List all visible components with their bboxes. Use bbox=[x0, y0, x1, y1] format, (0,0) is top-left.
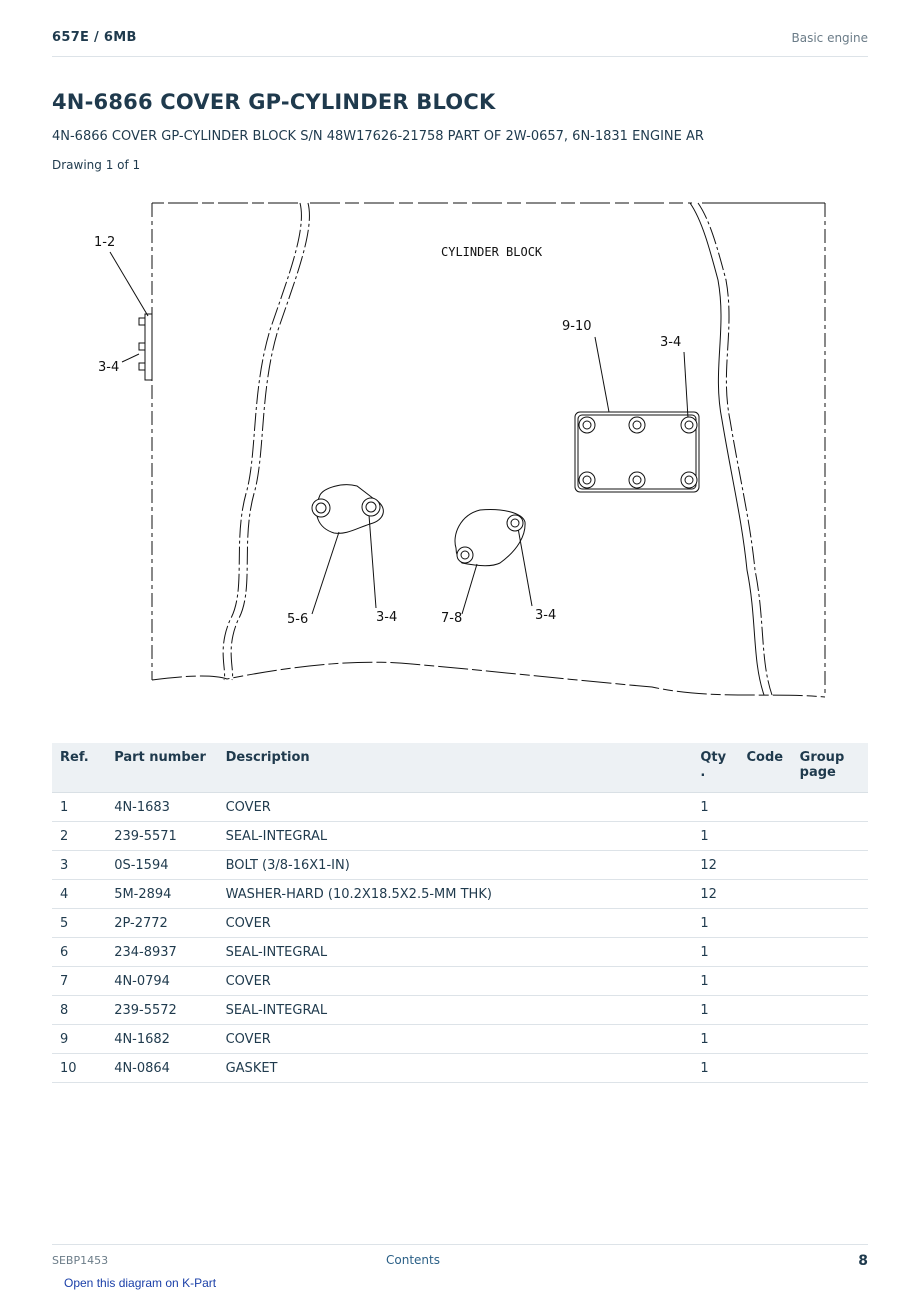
drawing-count: Drawing 1 of 1 bbox=[52, 158, 141, 172]
cylinder-block-label: CYLINDER BLOCK bbox=[441, 245, 543, 259]
table-row: 5 2P-2772 COVER 1 bbox=[52, 909, 868, 938]
table-header-row bbox=[52, 743, 868, 793]
callout-3-4-rect: 3-4 bbox=[660, 335, 682, 350]
table-row: 3 0S-1594 BOLT (3/8-16X1-IN) 12 bbox=[52, 851, 868, 880]
left-break-line-inner bbox=[231, 203, 309, 680]
table-row: 9 4N-1682 COVER 1 bbox=[52, 1025, 868, 1054]
contents-link[interactable]: Contents bbox=[386, 1253, 440, 1267]
callout-9-10: 9-10 bbox=[562, 319, 592, 334]
col-group-page: Group page bbox=[792, 743, 868, 793]
side-bolt-3 bbox=[139, 363, 145, 370]
leader-5-6 bbox=[312, 532, 339, 614]
page-title: 4N-6866 COVER GP-CYLINDER BLOCK bbox=[52, 90, 496, 114]
side-bolt-1 bbox=[139, 318, 145, 325]
leader-1-2 bbox=[110, 252, 148, 316]
callout-3-4-left: 3-4 bbox=[98, 360, 120, 375]
col-code: Code bbox=[738, 743, 791, 793]
col-description: Description bbox=[218, 743, 693, 793]
table-row: 4 5M-2894 WASHER-HARD (10.2X18.5X2.5-MM THK) 12 bbox=[52, 880, 868, 909]
side-bolt-2 bbox=[139, 343, 145, 350]
col-part-number: Part number bbox=[106, 743, 217, 793]
right-break-line-inner bbox=[698, 203, 772, 695]
section-label: Basic engine bbox=[791, 31, 868, 45]
parts-diagram bbox=[52, 190, 868, 710]
table-row: 2 239-5571 SEAL-INTEGRAL 1 bbox=[52, 822, 868, 851]
model-label: 657E / 6MB bbox=[52, 30, 137, 45]
document-number: SEBP1453 bbox=[52, 1254, 109, 1267]
callout-7-8: 7-8 bbox=[441, 611, 463, 626]
left-break-line-outer bbox=[223, 203, 301, 680]
page-footer bbox=[52, 1244, 868, 1275]
page-subtitle: 4N-6866 COVER GP-CYLINDER BLOCK S/N 48W17626-21758 PART OF 2W-0657, 6N-1831 ENGINE AR bbox=[52, 129, 704, 144]
table-row: 6 234-8937 SEAL-INTEGRAL 1 bbox=[52, 938, 868, 967]
leader-7-8 bbox=[462, 564, 477, 614]
table-row: 8 239-5572 SEAL-INTEGRAL 1 bbox=[52, 996, 868, 1025]
leader-3-4-oval bbox=[369, 515, 376, 608]
callout-3-4-oval: 3-4 bbox=[376, 610, 398, 625]
table-row: 1 4N-1683 COVER 1 bbox=[52, 793, 868, 822]
leader-3-4-left bbox=[122, 354, 139, 362]
right-break-line-outer bbox=[690, 203, 764, 695]
col-qty: Qty . bbox=[692, 743, 738, 793]
kpart-link[interactable]: Open this diagram on K-Part bbox=[64, 1276, 217, 1290]
callout-3-4-round: 3-4 bbox=[535, 608, 557, 623]
callout-5-6: 5-6 bbox=[287, 612, 309, 627]
parts-table bbox=[52, 743, 868, 1083]
leader-9-10 bbox=[595, 337, 609, 412]
leader-3-4-rect bbox=[684, 352, 688, 418]
col-ref: Ref. bbox=[52, 743, 106, 793]
block-bottom-edge bbox=[152, 662, 825, 697]
side-cover-plate bbox=[145, 314, 152, 380]
table-row: 10 4N-0864 GASKET 1 bbox=[52, 1054, 868, 1083]
page-header bbox=[52, 28, 868, 57]
page-number: 8 bbox=[858, 1253, 868, 1269]
table-row: 7 4N-0794 COVER 1 bbox=[52, 967, 868, 996]
callout-1-2: 1-2 bbox=[94, 235, 116, 250]
leader-3-4-round bbox=[518, 528, 532, 606]
